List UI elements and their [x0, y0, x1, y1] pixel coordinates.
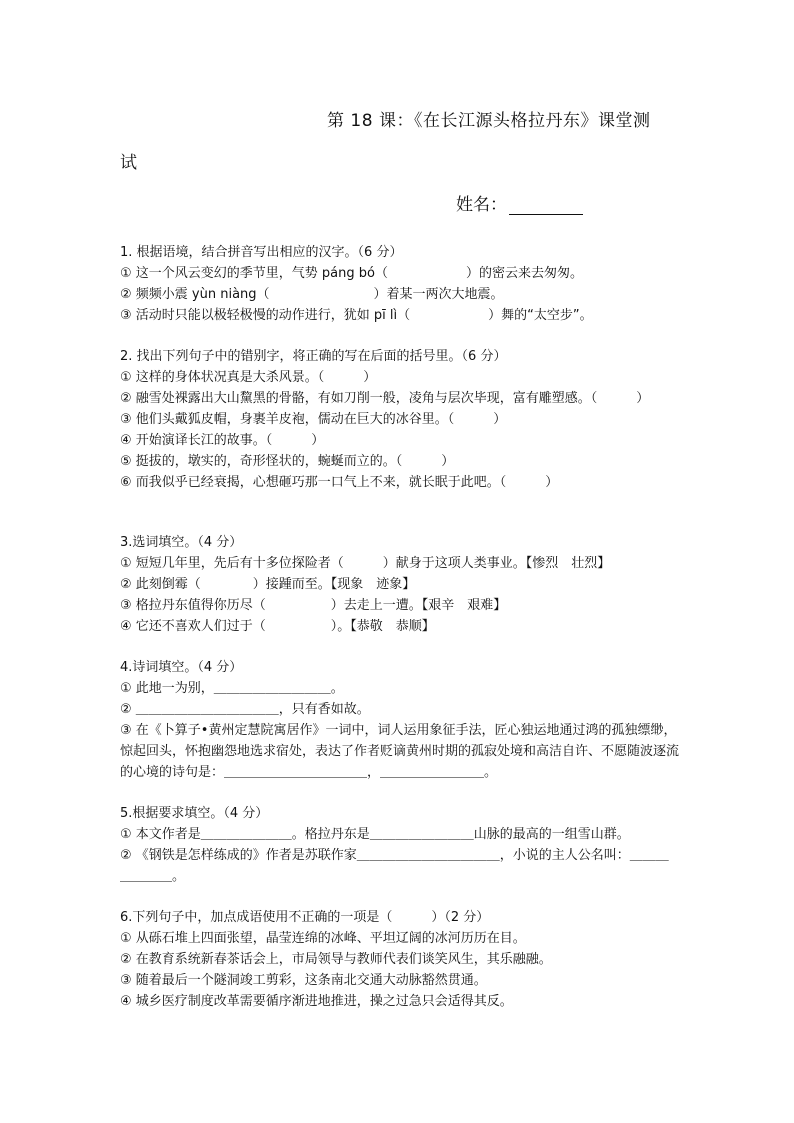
question-2: [120, 346, 680, 493]
question-2-item: ④ 开始演译长江的故事。（ ）: [120, 433, 325, 448]
question-2-item: ③ 他们头戴狐皮帽，身裹羊皮袍，儒动在巨大的冰谷里。（ ）: [120, 412, 507, 427]
question-3: [120, 532, 680, 637]
question-6-option: ③ 随着最后一个隧洞竣工剪彩，这条南北交通大动脉豁然贯通。: [120, 973, 487, 988]
question-3-item: ② 此刻倒霉（ ）接踵而至。【现象 迹象】: [120, 577, 416, 592]
question-1-heading: 1. 根据语境，结合拼音写出相应的汉字。（6 分）: [120, 245, 403, 260]
question-3-item: ④ 它还不喜欢人们过于（ ）。【恭敬 恭顺】: [120, 619, 435, 634]
question-6-heading: 6.下列句子中，加点成语使用不正确的一项是（ ）（2 分）: [120, 910, 490, 925]
question-3-heading: 3.选词填空。（4 分）: [120, 535, 243, 550]
question-1-item: ② 频频小震 yùn niàng（ ）着某一两次大地震。: [120, 287, 504, 302]
question-2-item: ⑤ 挺拔的，墩实的，奇形怪状的，蜿蜒而立的。（ ）: [120, 454, 455, 469]
question-4: [120, 657, 680, 783]
question-5: [120, 803, 680, 887]
question-4-item: ② ＿＿＿＿＿＿＿＿＿＿＿，只有香如故。: [120, 702, 370, 717]
question-3-item: ① 短短几年里，先后有十多位探险者（ ）献身于这项人类事业。【惨烈 壮烈】: [120, 556, 611, 571]
question-4-heading: 4.诗词填空。（4 分）: [120, 660, 243, 675]
question-1-item: ① 这一个风云变幻的季节里，气势 páng bó（ ）的密云来去匆匆。: [120, 266, 583, 281]
question-2-item: ⑥ 而我似乎已经衰揭，心想砸巧那一口气上不来，就长眠于此吧。（ ）: [120, 475, 559, 490]
name-label: 姓名：: [456, 195, 507, 215]
question-5-item: ② 《钢铁是怎样练成的》作者是苏联作家＿＿＿＿＿＿＿＿＿＿＿，小说的主人公名叫：＿＿＿＿＿＿＿。: [120, 848, 669, 884]
question-1: [120, 242, 680, 326]
name-blank[interactable]: [509, 196, 583, 215]
page-title: 第 18 课：《在长江源头格拉丹东》课堂测: [327, 111, 651, 131]
question-4-item: ③ 在《卜算子•黄州定慧院寓居作》一词中，词人运用象征手法，匠心独运地通过鸿的孤独缥缈，惊起回头，怀抱幽怨地选求宿处，表达了作者贬谪黄州时期的孤寂处境和高洁自许、不愿随波逐流的心境的诗句是：＿＿＿＿＿＿＿＿＿＿＿，＿＿＿＿＿＿＿＿。: [120, 723, 680, 780]
question-6: [120, 907, 680, 1012]
question-2-item: ② 融雪处裸露出大山黧黑的骨骼，有如刀削一般，凌角与层次毕现，富有雕塑感。（ ）: [120, 391, 650, 406]
question-5-heading: 5.根据要求填空。（4 分）: [120, 806, 269, 821]
question-5-item: ① 本文作者是＿＿＿＿＿＿＿。格拉丹东是＿＿＿＿＿＿＿＿山脉的最高的一组雪山群。: [120, 827, 630, 842]
page-title-continued: 试: [120, 153, 137, 173]
question-1-item: ③ 活动时只能以极轻极慢的动作进行，犹如 pī lì（ ）舞的“太空步”。: [120, 308, 593, 323]
question-6-option: ④ 城乡医疗制度改革需要循序渐进地推进，操之过急只会适得其反。: [120, 994, 513, 1009]
question-2-heading: 2. 找出下列句子中的错别字，将正确的写在后面的括号里。（6 分）: [120, 349, 507, 364]
question-6-option: ② 在教育系统新春茶话会上，市局领导与教师代表们谈笑风生，其乐融融。: [120, 952, 552, 967]
question-4-item: ① 此地一为别，＿＿＿＿＿＿＿＿＿。: [120, 681, 344, 696]
question-3-item: ③ 格拉丹东值得你历尽（ ）去走上一遭。【艰辛 艰难】: [120, 598, 507, 613]
name-field: [456, 190, 583, 215]
question-2-item: ① 这样的身体状况真是大杀风景。（ ）: [120, 370, 377, 385]
question-6-option: ① 从砾石堆上四面张望，晶莹连绵的冰峰、平坦辽阔的冰河历历在目。: [120, 931, 526, 946]
